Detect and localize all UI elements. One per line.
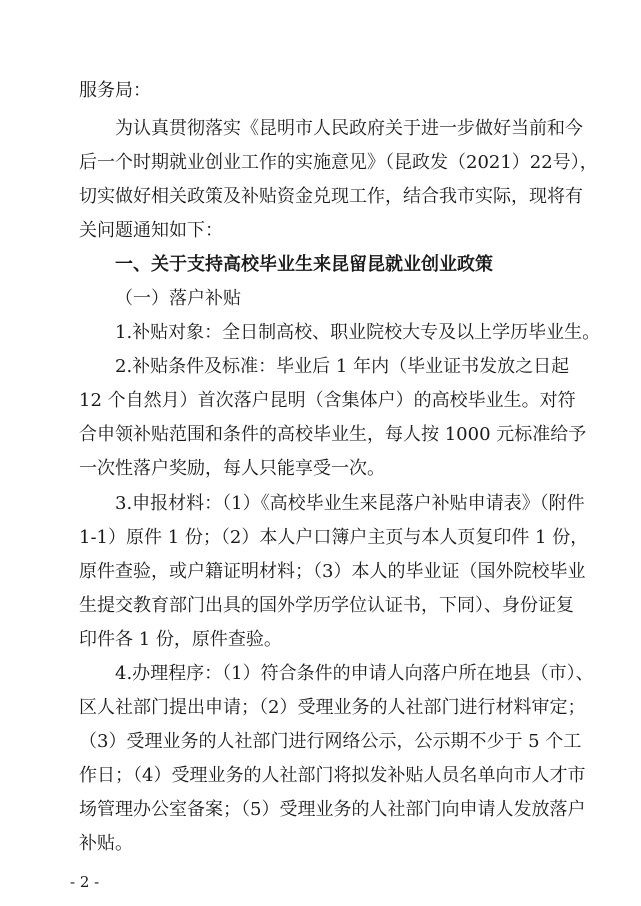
paragraph-line: 2.补贴条件及标准：毕业后 1 年内（毕业证书发放之日起 bbox=[115, 356, 570, 377]
paragraph-line: 补贴。 bbox=[79, 833, 133, 854]
paragraph-line: 关问题通知如下： bbox=[79, 220, 223, 241]
paragraph-line: 原件查验，或户籍证明材料；（3）本人的毕业证（国外院校毕业 bbox=[79, 561, 586, 582]
paragraph-line: 1.补贴对象：全日制高校、职业院校大专及以上学历毕业生。 bbox=[115, 322, 601, 343]
paragraph-line: 合申领补贴范围和条件的高校毕业生，每人按 1000 元标准给予 bbox=[79, 424, 587, 445]
addressee-line: 服务局： bbox=[79, 80, 151, 101]
paragraph-line: 一次性落户奖励，每人只能享受一次。 bbox=[79, 458, 385, 479]
paragraph-line: 作日；（4）受理业务的人社部门将拟发补贴人员名单向市人才市 bbox=[79, 765, 586, 786]
paragraph-line: 切实做好相关政策及补贴资金兑现工作，结合我市实际，现将有 bbox=[79, 186, 583, 207]
section-heading: 一、关于支持高校毕业生来昆留昆就业创业政策 bbox=[115, 254, 493, 275]
subsection-heading: （一）落户补贴 bbox=[115, 288, 241, 309]
paragraph-line: 为认真贯彻落实《昆明市人民政府关于进一步做好当前和今 bbox=[115, 118, 583, 139]
paragraph-line: 12 个自然月）首次落户昆明（含集体户）的高校毕业生。对符 bbox=[79, 390, 576, 411]
paragraph-line: 4.办理程序：（1）符合条件的申请人向落户所在地县（市）、 bbox=[115, 663, 594, 684]
paragraph-line: 后一个时期就业创业工作的实施意见》（昆政发（2021）22号）， bbox=[79, 152, 598, 173]
paragraph-line: 区人社部门提出申请；（2）受理业务的人社部门进行材料审定； bbox=[79, 697, 586, 718]
page-number: - 2 - bbox=[70, 873, 100, 891]
paragraph-line: （3）受理业务的人社部门进行网络公示，公示期不少于 5 个工 bbox=[79, 731, 582, 752]
paragraph-line: 生提交教育部门出具的国外学历学位认证书，下同）、身份证复 bbox=[79, 595, 574, 616]
paragraph-line: 1-1）原件 1 份；（2）本人户口簿户主页与本人页复印件 1 份， bbox=[79, 527, 589, 548]
paragraph-line: 3.申报材料：（1）《高校毕业生来昆落户补贴申请表》（附件 bbox=[115, 493, 585, 514]
paragraph-line: 印件各 1 份，原件查验。 bbox=[79, 629, 282, 650]
paragraph-line: 场管理办公室备案；（5）受理业务的人社部门向申请人发放落户 bbox=[79, 799, 586, 820]
